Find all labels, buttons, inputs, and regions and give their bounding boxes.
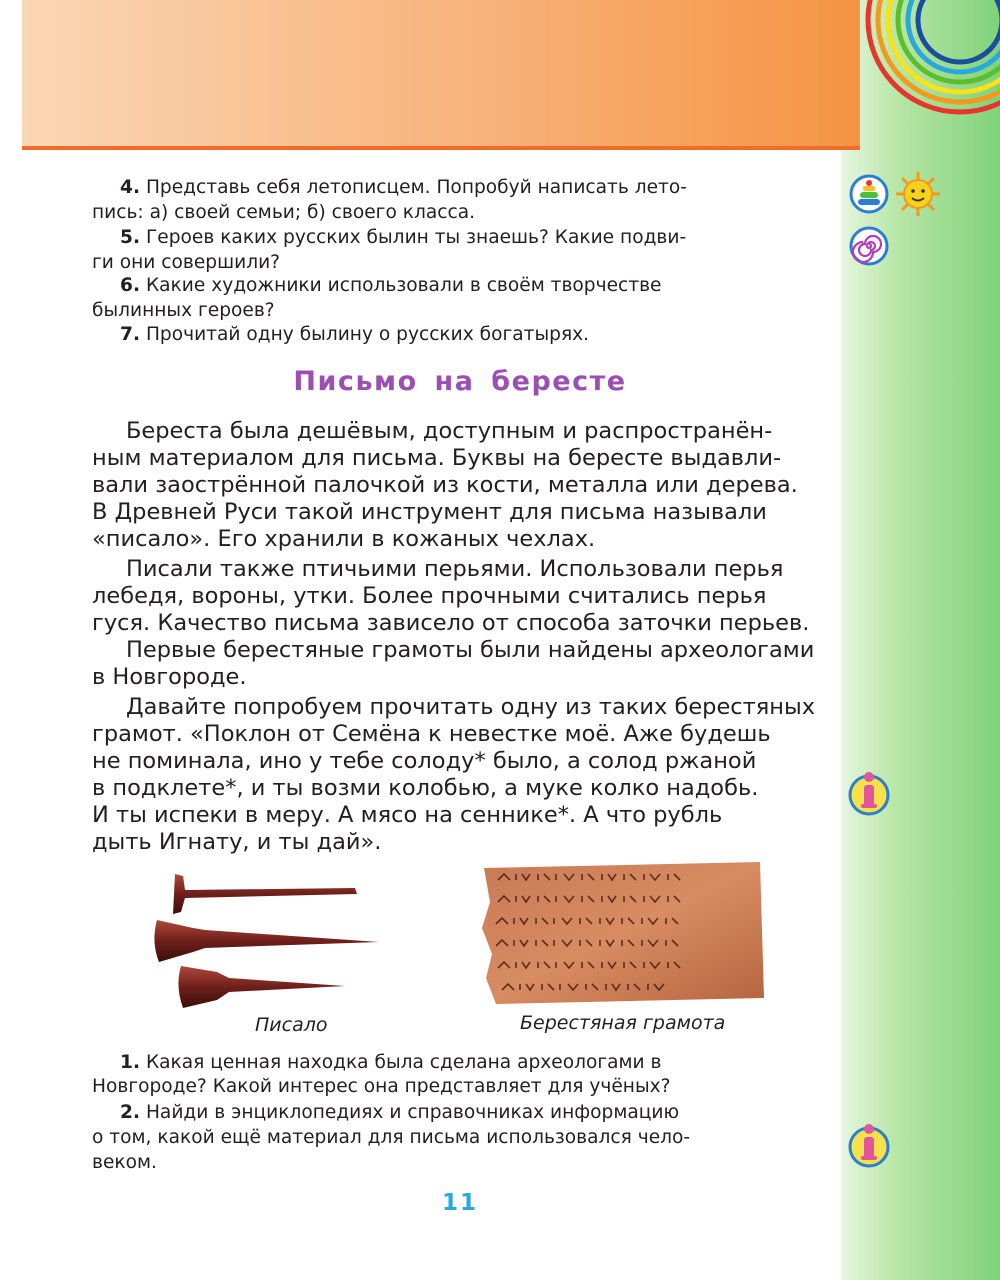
caption-pisalo: Писало <box>255 1014 328 1036</box>
text-line: ным материалом для письма. Буквы на бересте выдавли- <box>92 445 782 471</box>
text-line: вали заострённой палочкой из кости, металла или дерева. <box>92 472 798 498</box>
question-line: 4. Представь себя летописцем. Попробуй написать лето- <box>120 177 687 198</box>
pisalo-image <box>145 868 390 1013</box>
question-line: веком. <box>92 1152 157 1173</box>
text-line: дыть Игнату, и ты дай». <box>92 829 382 855</box>
text-line: Первые берестяные грамоты были найдены археологами <box>126 637 815 663</box>
header-band <box>22 0 860 150</box>
question-line: 7. Прочитай одну былину о русских богатырях. <box>120 324 590 345</box>
text-line: лебедя, вороны, утки. Более прочными считались перья <box>92 583 767 609</box>
text-line: Писали также птичьими перьями. Использовали перья <box>126 556 784 582</box>
question-line: былинных героев? <box>92 300 275 321</box>
text-line: гуся. Качество письма зависело от способа заточки перьев. <box>92 610 810 636</box>
spiral-icon <box>849 226 889 266</box>
info-icon <box>848 768 890 816</box>
question-line: 5. Героев каких русских былин ты знаешь? Какие подви- <box>120 227 687 248</box>
rainbow-rings-decoration <box>860 0 1000 120</box>
text-line: в подклете*, и ты возми колобью, а муке колко надобь. <box>92 775 759 801</box>
question-line: 1. Какая ценная находка была сделана археологами в <box>120 1052 662 1073</box>
section-title: Письмо на бересте <box>293 366 627 397</box>
text-line: Береста была дешёвым, доступным и распространён- <box>126 418 773 444</box>
text-line: не поминала, ино у тебе солоду* было, а солод ржаной <box>92 748 757 774</box>
pyramid-icon <box>849 174 889 214</box>
text-line: «писало». Его хранили в кожаных чехлах. <box>92 526 596 552</box>
question-line: пись: а) своей семьи; б) своего класса. <box>92 202 475 223</box>
text-line: в Новгороде. <box>92 664 247 690</box>
question-line: 2. Найди в энциклопедиях и справочниках информацию <box>120 1102 680 1123</box>
question-line: ги они совершили? <box>92 252 281 273</box>
question-line: о том, какой ещё материал для письма использовался чело- <box>92 1127 691 1148</box>
caption-gramota: Берестяная грамота <box>520 1012 726 1034</box>
question-line: Новгороде? Какой интерес она представляет для учёных? <box>92 1076 671 1097</box>
text-line: И ты испеки в меру. А мясо на сеннике*. А что рубль <box>92 802 723 828</box>
info-icon <box>848 1120 890 1168</box>
text-line: Давайте попробуем прочитать одну из таких берестяных <box>126 694 816 720</box>
birch-bark-image <box>478 858 768 1008</box>
question-line: 6. Какие художники использовали в своём творчестве <box>120 275 662 296</box>
page-number: 11 <box>441 1190 478 1216</box>
text-line: грамот. «Поклон от Семёна к невестке моё. Аже будешь <box>92 721 771 747</box>
text-line: В Древней Руси такой инструмент для письма называли <box>92 499 767 525</box>
sun-icon <box>894 170 942 218</box>
